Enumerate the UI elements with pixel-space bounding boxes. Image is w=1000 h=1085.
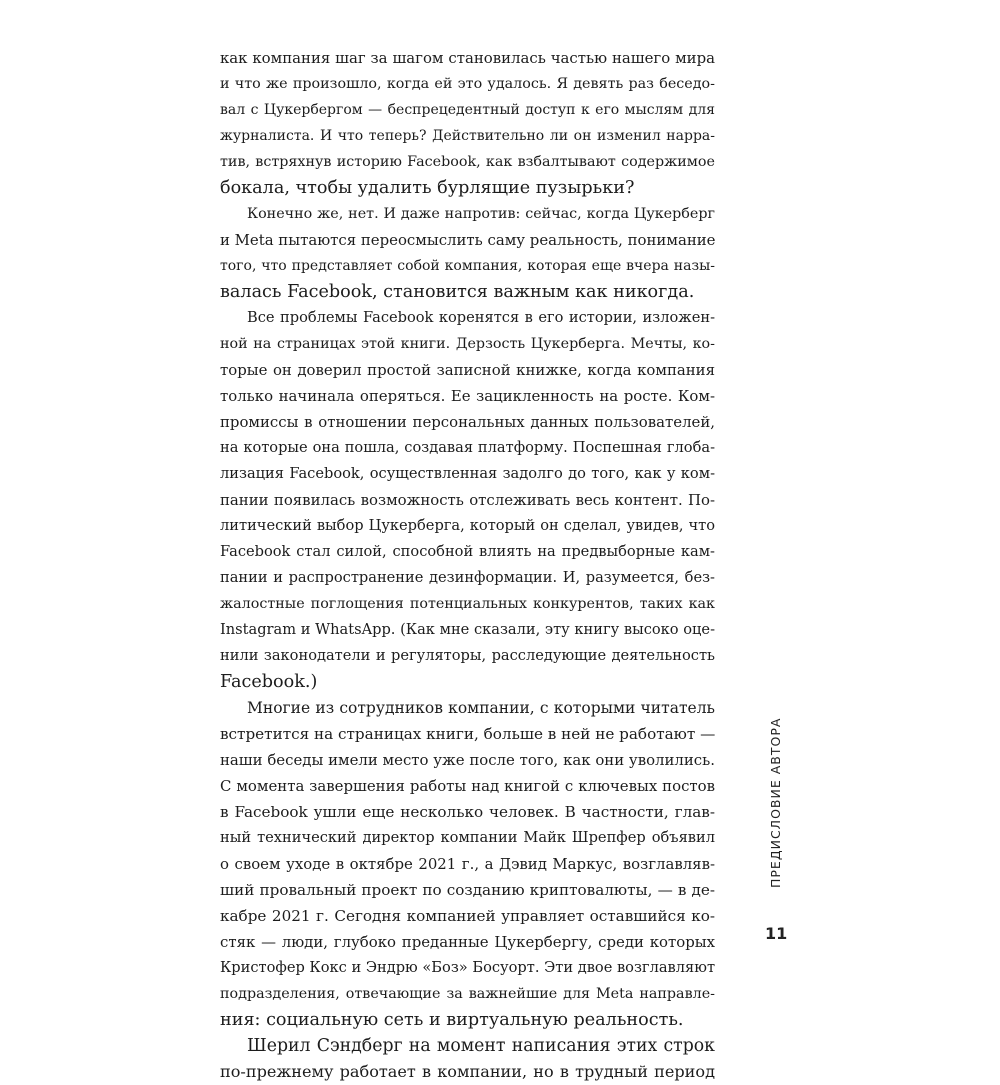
text-line: лизация Facebook, осуществленная задолго до того, как у ком- (220, 465, 715, 482)
text-line: Instagram и WhatsApp. (Как мне сказали, эту книгу высоко оце- (220, 621, 715, 638)
text-line: того, что представляет собой компания, которая еще вчера назы- (220, 258, 715, 274)
text-line: Facebook стал силой, способной влиять на предвыборные кам- (220, 543, 715, 560)
text-line: нили законодатели и регуляторы, расследующие деятельность (220, 647, 715, 664)
text-line: встретится на страницах книги, больше в ней не работают — (220, 725, 716, 743)
text-line: подразделения, отвечающие за важнейшие для Meta направле- (220, 986, 715, 1002)
text-line: и что же произошло, когда ей это удалось. Я девять раз беседо- (220, 76, 715, 92)
text-line: наши беседы имели место уже после того, как они уволились. (220, 751, 715, 769)
text-line: и Meta пытаются переосмыслить саму реальность, понимание (220, 231, 716, 249)
text-line: С момента завершения работы над книгой с ключевых постов (220, 777, 715, 795)
text-line: кабре 2021 г. Сегодня компанией управляет оставшийся ко- (220, 907, 715, 925)
text-line: в Facebook ушли еще несколько человек. В частности, глав- (220, 803, 715, 821)
text-line: о своем уходе в октябре 2021 г., а Дэвид Маркус, возглавляв- (220, 855, 715, 873)
paragraph-first-line: Многие из сотрудников компании, с которыми читатель (247, 699, 715, 717)
text-line: пании появилась возможность отслеживать весь контент. По- (220, 491, 715, 509)
text-line: ния: социальную сеть и виртуальную реальность. (220, 1010, 684, 1030)
text-line: ший провальный проект по созданию криптовалюты, — в де- (220, 881, 715, 899)
text-line: Кристофер Кокс и Эндрю «Боз» Босуорт. Эти двое возглавляют (220, 959, 716, 976)
text-line: по-прежнему работает в компании, но в трудный период (220, 1062, 715, 1081)
text-line: Facebook.) (220, 672, 318, 692)
page-number: 11 (765, 924, 788, 943)
paragraph-first-line: Все проблемы Facebook коренятся в его истории, изложен- (247, 309, 715, 326)
text-line: валась Facebook, становится важным как никогда. (220, 282, 695, 302)
text-line: тив, встряхнув историю Facebook, как взбалтывают содержимое (220, 154, 715, 170)
text-line: как компания шаг за шагом становилась частью нашего мира (220, 49, 715, 67)
text-line: торые он доверил простой записной книжке, когда компания (220, 361, 715, 379)
text-line: ный технический директор компании Майк Шрепфер объявил (220, 829, 715, 846)
text-line: на которые она пошла, создавая платформу. Поспешная глоба- (220, 439, 715, 456)
paragraph-first-line: Шерил Сэндберг на момент написания этих строк (247, 1036, 715, 1056)
body-text (220, 45, 715, 1085)
text-line: только начинала оперяться. Ее зацикленность на росте. Ком- (220, 387, 715, 405)
paragraph-first-line: Конечно же, нет. И даже напротив: сейчас, когда Цукерберг (247, 206, 715, 222)
text-line: пании и распространение дезинформации. И, разумеется, без- (220, 569, 715, 586)
text-line: жалостные поглощения потенциальных конкурентов, таких как (220, 596, 715, 612)
running-head: ПРЕДИСЛОВИЕ АВТОРА (768, 717, 783, 888)
text-line: ной на страницах этой книги. Дерзость Цукерберга. Мечты, ко- (220, 336, 715, 352)
text-line: бокала, чтобы удалить бурлящие пузырьки? (220, 178, 635, 198)
text-line: журналиста. И что теперь? Действительно ли он изменил нарра- (220, 128, 715, 144)
text-line: литический выбор Цукерберга, который он сделал, увидев, что (220, 517, 715, 534)
text-line: стяк — люди, глубоко преданные Цукербергу, среди которых (220, 933, 715, 951)
text-line: вал с Цукербергом — беспрецедентный доступ к его мыслям для (220, 102, 715, 118)
text-line: промиссы в отношении персональных данных пользователей, (220, 413, 715, 431)
